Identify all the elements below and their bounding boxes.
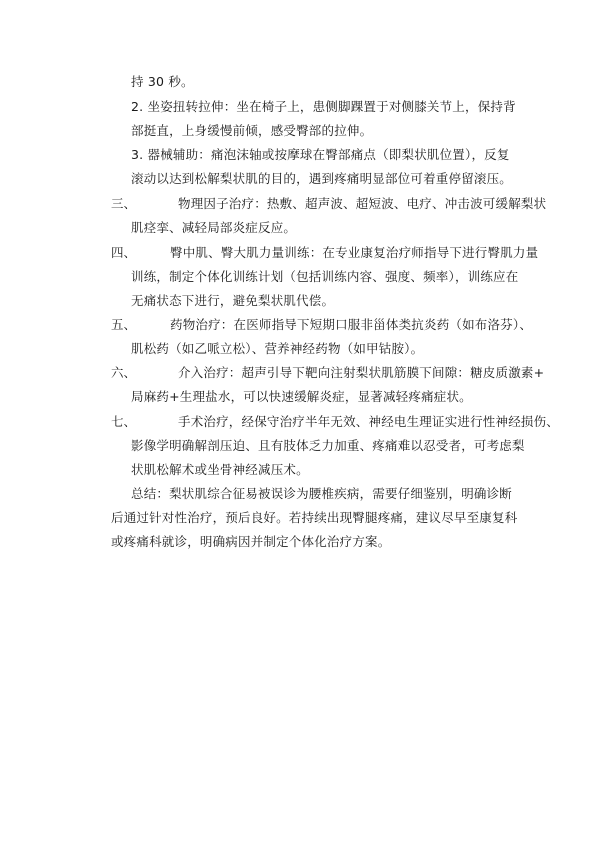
section-4-line-1: 臀中肌、臀大肌力量训练：在专业康复治疗师指导下进行臀肌力量 bbox=[170, 245, 539, 260]
summary-line-2: 后通过针对性治疗，预后良好。若持续出现臀腿疼痛，建议尽早至康复科 bbox=[111, 510, 518, 525]
section-7-line-2: 影像学明确解剖压迫、且有肢体乏力加重、疼痛难以忍受者，可考虑梨 bbox=[131, 438, 525, 453]
section-5-line-2: 肌松药（如乙哌立松）、营养神经药物（如甲钴胺）。 bbox=[131, 341, 424, 356]
section-6-line-2: 局麻药+生理盐水，可以快速缓解炎症，显著减轻疼痛症状。 bbox=[131, 389, 472, 404]
section-6-line-1: 介入治疗：超声引导下靶向注射梨状肌筋膜下间隙：糖皮质激素+ bbox=[178, 365, 545, 380]
item-2-line-2: 部挺直，上身缓慢前倾，感受臀部的拉伸。 bbox=[131, 123, 373, 138]
summary-line-3: 或疼痛科就诊，明确病因并制定个体化治疗方案。 bbox=[111, 534, 391, 549]
section-4-line-3: 无痛状态下进行，避免梨状肌代偿。 bbox=[131, 293, 335, 308]
section-3-number: 三、 bbox=[111, 196, 137, 211]
section-7-line-1: 手术治疗，经保守治疗半年无效、神经电生理证实进行性神经损伤、 bbox=[178, 414, 560, 429]
section-5-line-1: 药物治疗：在医师指导下短期口服非甾体类抗炎药（如布洛芬）、 bbox=[170, 317, 533, 332]
item-2-line-1: 2. 坐姿扭转拉伸：坐在椅子上，患侧脚踝置于对侧膝关节上，保持背 bbox=[131, 99, 516, 114]
section-6-number: 六、 bbox=[111, 365, 137, 380]
section-3-line-1: 物理因子治疗：热敷、超声波、超短波、电疗、冲击波可缓解梨状 bbox=[178, 196, 547, 211]
section-7-number: 七、 bbox=[111, 414, 137, 429]
item-3-line-2: 滚动以达到松解梨状肌的目的，遇到疼痛明显部位可着重停留滚压。 bbox=[131, 171, 513, 186]
section-4-number: 四、 bbox=[111, 245, 137, 260]
section-5-number: 五、 bbox=[111, 317, 137, 332]
summary-line-1: 总结：梨状肌综合征易被误诊为腰椎疾病，需要仔细鉴别，明确诊断 bbox=[131, 486, 513, 501]
item-3-line-1: 3. 器械辅助：痛泡沫轴或按摩球在臀部痛点（即梨状肌位置），反复 bbox=[131, 147, 510, 162]
intro-line: 持 30 秒。 bbox=[131, 74, 194, 89]
section-3-line-2: 肌痉挛、减轻局部炎症反应。 bbox=[131, 220, 297, 235]
section-4-line-2: 训练，制定个体化训练计划（包括训练内容、强度、频率），训练应在 bbox=[131, 269, 519, 284]
section-7-line-3: 状肌松解术或坐骨神经减压术。 bbox=[131, 462, 309, 477]
